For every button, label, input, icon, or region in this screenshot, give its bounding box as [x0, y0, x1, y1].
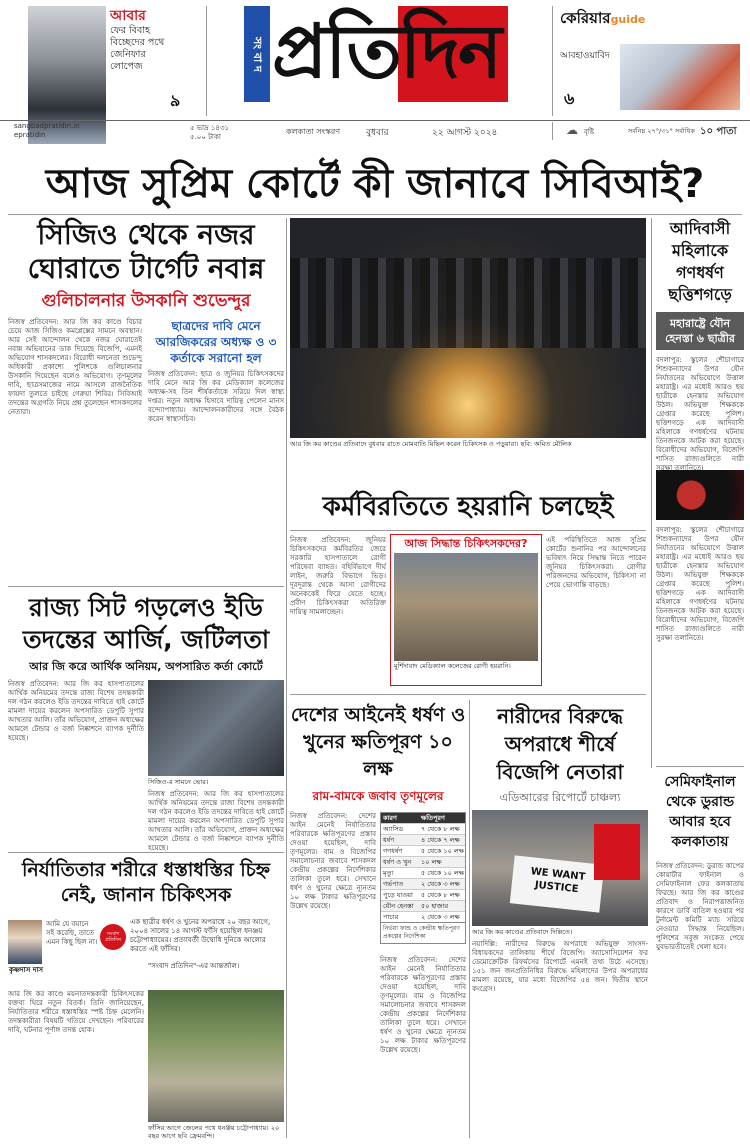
right-teaser-brand-2: guide [610, 13, 646, 26]
adr-body: নয়াদিল্লি: নারীদের বিরুদ্ধে অপরাধে অভিযুক্ত সাংসদ-বিধায়কদের তালিকায় শীর্ষে বিজেপি। অ্যাসোসিয়েশন ফর ডেমোক্রেটিক রিফর্মসের রিপোর্টে এমনই তথ্য উঠে এসেছে। ১৫১ জন জনপ্রতিনিধির বিরুদ্ধে মহিলাদের উপর অপরাধের মামলা রয়েছে, যার মধ্যে বিজেপির ৫৪ জন। দ্বিতীয় স্থানে কংগ্রেস। [472, 940, 648, 993]
justice-protest-photo[interactable] [472, 810, 648, 926]
right-teaser-line: আবহাওয়াবিদ [560, 51, 610, 61]
story-cgo-box [148, 318, 284, 558]
left-teaser-page: ৯ [170, 91, 181, 110]
table-cell-amount: ৪ থেকে ৭ লক্ষ [421, 836, 460, 844]
strike-box-title: আজ সিদ্ধান্ত চিকিৎসকদের? [404, 537, 528, 550]
candle-protest-caption: আর জি কর কাণ্ডের প্রতিবাদে বুধবার রাতে মোমবাতি মিছিল করেন চিকিৎসক ও পড়ুয়ারা। ছবি: অমিত মৌলিক [290, 440, 572, 448]
weather: বৃষ্টি [584, 128, 595, 136]
adr-headline[interactable]: নারীদের বিরুদ্ধে অপরাধে শীর্ষে বিজেপি নেতারা [496, 704, 624, 784]
table-row [381, 856, 465, 867]
durand-body: নিজস্ব প্রতিবেদন: ডুরান্ড কাপের কোয়ার্টার ফাইনাল ও সেমিফাইনাল ফের কলকাতায় ফিরছে। আর জি কর কাণ্ডের প্রতিবাদ ও নিরাপত্তাজনিত কারণে ডার্বি বাতিল হওয়ার পর টুর্নামেন্ট কমিটি ম্যাচ সরিয়ে নেওয়ার সিদ্ধান্ত নিয়েছিল। পুলিশের সবুজ সংকেত পেয়ে যুবভারতীতেই খেলা হবে। [656, 862, 744, 951]
left-teaser-line: বিচ্ছেদের পথে [110, 37, 165, 48]
doctor-name: কৃষ্ণদাস দাস [8, 966, 44, 974]
website[interactable]: sangbadpratidin.in [14, 122, 80, 130]
left-teaser-line: জেনিফার [110, 49, 146, 60]
left-teaser-kicker: আবার [110, 8, 146, 24]
doctor-quote: আমি যে বয়ানে সই করেছি, তাতে এমন কিছু ছিল না। [46, 920, 98, 946]
table-cell-reason: অ্যাসিড [383, 825, 404, 833]
hanging-box-text: এক ছাত্রীর ধর্ষণ ও খুনের অপরাধে ২০ বছর আগে, ২০০৪ সালের ১৪ আগস্ট ফাঁসি হয়েছিল ধনঞ্জয় চট্টোপাধ্যায়ের। প্রত্যাবর্তী উদ্বোধি দুনিকে আলোর করতে এই ফাঁসির। [130, 918, 271, 953]
table-cell-amount: ৫ থেকে ৮ লক্ষ [421, 891, 460, 899]
autopsy-body: আর জি কর কাণ্ডে ময়নাতদন্তকারী চিকিৎসকের বক্তব্য ঘিরে নতুন বিতর্ক। তিনি জানিয়েছেন, নির্যাতিতার শরীরে ধস্তাধস্তির স্পষ্ট চিহ্ন মেলেনি। তদন্তকারীরা বিষয়টি খতিয়ে দেখছেন। পরিবারের দাবি, ঘটনার পূর্ণাঙ্গ তদন্ত হোক। [8, 990, 144, 1034]
table-cell-reason: গর্ভপাত [383, 880, 404, 888]
tribal-story[interactable] [656, 218, 744, 763]
cloud-icon: ☁ [566, 123, 578, 137]
table-head-reason: কারণ [383, 814, 397, 822]
cgo-photo-caption: সিজিও-র সামনে ভোর। [148, 778, 209, 786]
table-cell-reason: মৃত্যু [383, 869, 394, 877]
table-cell-reason: পাচার [383, 913, 399, 921]
justice-placard [510, 855, 605, 912]
strike-body-2: এই পরিস্থিতিতে আজ সুপ্রিম কোর্টের শুনানির পর আন্দোলনের ভবিষ্যৎ নিয়ে সিদ্ধান্ত নিতে পারেন জুনিয়র চিকিৎসকরা। রোগীর পরিজনদের অভিযোগ, চিকিৎসা না পেয়ে ভোগান্তি বাড়ছে। [546, 536, 646, 589]
right-teaser[interactable] [560, 8, 740, 114]
harassment-subhead: মহারাষ্ট্রে যৌন হেনস্তা ৬ ছাত্রীর [665, 317, 735, 345]
strike-body: নিজস্ব প্রতিবেদন: জুনিয়র চিকিৎসকদের কর্মবিরতির জেরে সরকারি হাসপাতালে রোগী পরিষেবা ব্যাহত। বহির্বিভাগে দীর্ঘ লাইন, জরুরি বিভাগে ভিড়। দূরদূরান্ত থেকে আসা রোগীদের অনেককেই ফিরে যেতে হচ্ছে। প্রবীণ চিকিৎসকরা অতিরিক্ত দায়িত্ব সামলাচ্ছেন। [290, 536, 386, 616]
placard-red [594, 824, 640, 880]
table-cell-amount: ৫ থেকে ১০ লক্ষ [421, 847, 464, 855]
table-row [381, 867, 465, 878]
story-cgo[interactable] [8, 218, 284, 578]
table-row [381, 834, 465, 845]
ed-sub: আর জি করে আর্থিক অনিয়ম, অপসারিত কর্তা কোর্টে [29, 660, 263, 673]
story-cgo-sub: গুলিচালনার উসকানি শুভেন্দুর [41, 291, 251, 311]
table-cell-reason: ধর্ষণ ও খুন [383, 858, 412, 866]
table-cell-reason: গণধর্ষণ [383, 847, 403, 855]
price: ৫.০০ টাকা [190, 133, 221, 141]
badge-circle [100, 924, 126, 950]
masthead [0, 0, 750, 120]
table-cell-amount: ৫ থেকে ১০ লক্ষ [421, 869, 464, 877]
table-cell-amount: ২ থেকে ৩ লক্ষ [421, 913, 460, 921]
table-row [381, 911, 465, 922]
dhananjoy-caption: ফাঁসির আগে জেলের পথে ধনঞ্জয় চট্টোপাধ্যায়। ২০ বছর আগে ছবি ফ্রেমবন্দি। [148, 1124, 280, 1140]
date: ২২ আগস্ট ২০২৪ [432, 128, 498, 138]
table-row [381, 878, 465, 889]
tribal-body-2: বদলাপুর: স্কুলের শৌচাগারে শিশুকন্যাদের উপর যৌন নির্যাতনের অভিযোগে উত্তাল মহারাষ্ট্র। এর মধ্যেই আরও ছয় ছাত্রীকে হেনস্তার অভিযোগ উঠল। অভিযুক্ত শিক্ষককে গ্রেপ্তার করেছে পুলিশ। ছত্তিশগড়ে এক আদিবাসী মহিলাকে গণধর্ষণের ঘটনায় তিনজনকে আটক করা হয়েছে। বিরোধীদের অভিযোগ, বিজেপি শাসিত রাজ্যগুলিতে নারী সুরক্ষা তলানিতে। [656, 526, 744, 642]
harassment-subhead-box [656, 312, 744, 350]
justice-placard-text: WE WANT JUSTICE [530, 866, 586, 896]
story-principal-body: নিজস্ব প্রতিবেদন: ছাত্র ও জুনিয়র চিকিৎসকদের দাবি মেনে আর জি কর মেডিক্যাল কলেজের অধ্যক্ষ-সহ তিন শীর্ষকর্তাকে সরিয়ে দিল স্বাস্থ্য দপ্তর। নতুন অধ্যক্ষ হিসাবে দায়িত্ব পেলেন মানস বন্দ্যোপাধ্যায়। আন্দোলনকারীদের সঙ্গে বৈঠক করেন স্বাস্থ্যসচিব। [148, 370, 284, 423]
weekday: বুধবার [366, 128, 389, 138]
cgo-photo[interactable] [148, 680, 284, 776]
logo-tag [244, 6, 270, 102]
adr-sub: এডিআরের রিপোর্টে চাঞ্চল্য [499, 791, 621, 804]
justice-caption: আর জি কর কাণ্ডের প্রতিবাদে দিল্লিতে। [472, 928, 573, 936]
temperature: সর্বনিম্ন ২৭°/৩১° সর্বাধিক [628, 127, 695, 135]
table-cell-amount: ৫০ হাজার [421, 902, 449, 910]
table-cell-reason: ধর্ষণ [383, 836, 395, 844]
autopsy-headline[interactable]: নির্যাতিতার শরীরে ধস্তাধস্তির চিহ্ন নেই, জানান চিকিৎসক [21, 859, 271, 906]
compensation-table-note: নির্ভয়া ফান্ড ও কেন্দ্রীয় ক্ষতিপূরণ প্রকল্পের নির্দেশিকা [381, 922, 465, 943]
compensation-table-body [381, 823, 465, 922]
dateline [0, 120, 750, 142]
crowd-silhouette [290, 258, 646, 348]
strike-box[interactable] [390, 534, 542, 686]
table-cell-amount: ৭ থেকে ৮ লক্ষ [421, 825, 460, 833]
lead-headline[interactable]: আজ সুপ্রিম কোর্টে কী জানাবে সিবিআই? [45, 161, 705, 207]
compensation-table [380, 812, 466, 944]
dhananjoy-photo[interactable] [148, 990, 284, 1122]
tribal-headline: আদিবাসী মহিলাকে গণধর্ষণ ছত্তিশগড়ে [668, 219, 732, 304]
logo-tag-text: সং বা দ [251, 36, 264, 72]
hospital-queue-photo [394, 553, 538, 661]
candle-protest-photo[interactable] [290, 218, 646, 438]
table-cell-amount: ১০ লক্ষ [421, 858, 442, 866]
left-teaser-line: ফের বিবাহ [110, 25, 151, 36]
edition-city: কলকাতা সংস্করণ [286, 127, 341, 136]
page-count: ১০ পাতা [700, 126, 737, 137]
hanging-box-sub: "সংবাদ প্রতিদিন"-এর আন্তর্জাল। [148, 962, 240, 970]
table-row [381, 823, 465, 834]
compensation-body: নিজস্ব প্রতিবেদন: দেশের আইন মেনেই নির্যাতিতার পরিবারকে ক্ষতিপূরণের প্রস্তাব দেওয়া হয়েছিল, দাবি তৃণমূলের। বাম ও বিজেপির সমালোচনার জবাবে শাসকদল কেন্দ্রীয় প্রকল্পের নির্দেশিকার তালিকা তুলে ধরে। সেখানে ধর্ষণ ও খুনের ক্ষেত্রে ন্যূনতম ১০ লক্ষ টাকার ক্ষতিপূরণের উল্লেখ রয়েছে। [290, 812, 376, 910]
right-teaser-photo [620, 44, 740, 110]
compensation-sub: রাম-বামকে জবাব তৃণমূলের [312, 789, 444, 803]
logo[interactable]: প্রতিদিন [272, 9, 501, 95]
date-small: ৫ ভাদ্র ১৪৩১ [190, 124, 230, 132]
edition[interactable]: epratidin [14, 131, 46, 139]
table-row [381, 889, 465, 900]
left-teaser-line: লোপেজ [110, 61, 143, 72]
badge-text: সংবাদ প্রতিদিন [105, 931, 121, 943]
hands-illustration [656, 470, 744, 520]
tribal-body: বদলাপুর: স্কুলের শৌচাগারে শিশুকন্যাদের উপর যৌন নির্যাতনের অভিযোগে উত্তাল মহারাষ্ট্র। এর মধ্যেই আরও ছয় ছাত্রীকে হেনস্তার অভিযোগ উঠল। অভিযুক্ত শিক্ষককে গ্রেপ্তার করেছে পুলিশ। ছত্তিশগড়ে এক আদিবাসী মহিলাকে গণধর্ষণের ঘটনায় তিনজনকে আটক করা হয়েছে। বিরোধীদের অভিযোগ, বিজেপি শাসিত রাজ্যগুলিতে নারী সুরক্ষা তলানিতে। [656, 356, 744, 472]
table-row [381, 845, 465, 856]
story-cgo-headline: সিজিও থেকে নজর ঘোরাতে টার্গেট নবান্ন [27, 218, 265, 285]
ed-headline[interactable]: রাজ্য সিট গড়লেও ইডি তদন্তের আর্জি, জটিলতা [22, 593, 270, 654]
hospital-queue-caption: মুর্শিদাবাদ মেডিক্যাল কলেজের রোগী হয়রানি। [394, 662, 511, 670]
story-principal-headline: ছাত্রদের দাবি মেনে আরজিকরের অধ্যক্ষ ও ৩ কর্তাকে সরানো হল [155, 319, 277, 365]
compensation-table-header [381, 813, 465, 823]
compensation-headline[interactable]: দেশের আইনেই ধর্ষণ ও খুনের ক্ষতিপূরণ ১০ লক্ষ [290, 704, 466, 780]
right-teaser-page: ৬ [564, 89, 575, 108]
table-row [381, 900, 465, 911]
durand-headline[interactable]: সেমিফাইনাল থেকে ডুরান্ড আবার হবে কলকাতায় [664, 774, 736, 850]
compensation-body-2: নিজস্ব প্রতিবেদন: দেশের আইন মেনেই নির্যাতিতার পরিবারকে ক্ষতিপূরণের প্রস্তাব দেওয়া হয়েছিল, দাবি তৃণমূলের। বাম ও বিজেপির সমালোচনার জবাবে শাসকদল কেন্দ্রীয় প্রকল্পের নির্দেশিকার তালিকা তুলে ধরে। সেখানে ধর্ষণ ও খুনের ক্ষেত্রে ন্যূনতম ১০ লক্ষ টাকার ক্ষতিপূরণের উল্লেখ রয়েছে। [380, 956, 466, 1054]
ed-body: নিজস্ব প্রতিবেদন: আর জি কর হাসপাতালের আর্থিক অনিয়মের তদন্তে রাজ্য বিশেষ তদন্তকারী দল গঠন করলেও ইডি তদন্তের দাবিতে হাই কোর্টে মামলা দায়ের করলেন অপসারিত ডেপুটি সুপার আখতার আলি। তাঁর অভিযোগ, প্রাক্তন অধ্যক্ষের আমলে টেন্ডার ও বর্জ্য নিষ্কাশনে ব্যাপক দুর্নীতি হয়েছে। [8, 680, 144, 742]
story-cgo-body: নিজস্ব প্রতিবেদন: আর জি কর কাণ্ডে বিচার চেয়ে আজ সিজিও কমপ্লেক্সের সামনে অবস্থান। আর সেই আন্দোলন থেকে নজর ঘোরাতেই নবান্ন অভিযানের ডাক দিয়েছে বিজেপি, এমনই অভিযোগ শাসকদলের। বিরোধী দলনেতা শুভেন্দু অধিকারী প্রকাশ্যে পুলিশকে গুলিচালনার উসকানি দিয়েছেন বলেও অভিযোগ। তৃণমূলের দাবি, ছাত্রসমাজের নামে আসলে রাজনৈতিক ফায়দা তুলতে চাইছে গেরুয়া শিবির। সিবিআই তদন্তের অগ্রগতি নিয়ে প্রশ্ন তুলেছেন শাসকদলের নেতারা। [8, 318, 142, 416]
ed-body-2: নিজস্ব প্রতিবেদন: আর জি কর হাসপাতালের আর্থিক অনিয়মের তদন্তে রাজ্য বিশেষ তদন্তকারী দল গঠন করলেও ইডি তদন্তের দাবিতে হাই কোর্টে মামলা দায়ের করলেন অপসারিত ডেপুটি সুপার আখতার আলি। তাঁর অভিযোগ, প্রাক্তন অধ্যক্ষের আমলে টেন্ডার ও বর্জ্য নিষ্কাশনে ব্যাপক দুর্নীতি হয়েছে। [148, 790, 284, 852]
table-head-amount: ক্ষতিপূরণ [421, 814, 445, 822]
doctor-portrait [8, 920, 42, 964]
strike-headline[interactable]: কর্মবিরতিতে হয়রানি চলছেই [322, 492, 614, 522]
right-teaser-brand: কেরিয়ার [560, 9, 611, 27]
left-teaser-text[interactable] [110, 8, 202, 73]
table-cell-reason: যৌন হেনস্তা [383, 902, 414, 910]
table-cell-reason: পুড়ে যাওয়া [383, 891, 413, 899]
table-cell-amount: ২ থেকে ৩ লক্ষ [421, 880, 460, 888]
